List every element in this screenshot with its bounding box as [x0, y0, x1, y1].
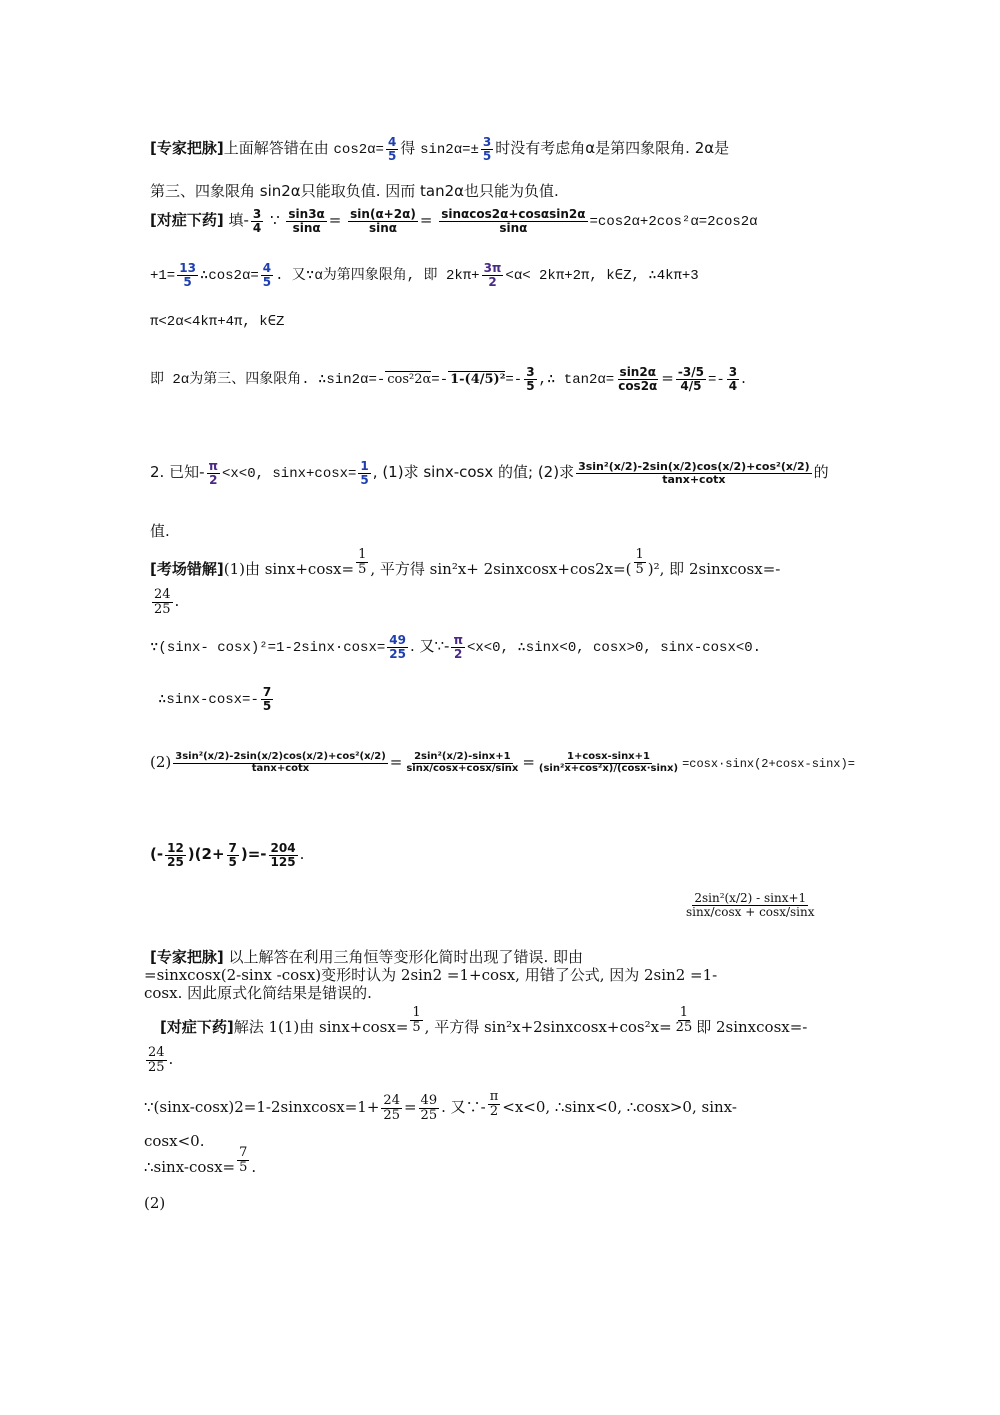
math-expr: sin2α=±	[420, 142, 479, 159]
fraction: $\frac{3}{5}$	[526, 365, 535, 393]
fraction: $\frac{7}{5}$	[228, 841, 237, 869]
fraction: $\frac{24}{25}$	[154, 587, 171, 617]
fraction: $\frac{\pi}{2}$	[208, 459, 218, 487]
text: 时没有考虑角α是第四象限角. 2α是	[495, 139, 730, 158]
wrong-solution-line1b: $\frac{24}{25}$ .	[154, 587, 180, 617]
tag-remedy: [对症下药]	[160, 1018, 234, 1037]
fraction: $\frac{49}{25}$	[389, 633, 406, 661]
expert-note-2-line3: cosx. 因此原式化简结果是错误的.	[144, 984, 372, 1002]
fraction: $\frac{\pi}{2}$	[453, 633, 463, 661]
wrong-solution-line5: (- $\frac{12}{25}$ )(2+ $\frac{7}{5}$ )=- $\frac{204}{125}$ .	[150, 841, 305, 869]
fraction: $\frac{3}{4}$	[728, 365, 738, 393]
wrong-solution-line1: [考场错解](1)由 sinx+cosx= $\frac{1}{5}$ , 平方得 sin²x+ 2sinxcosx+cos2x=( $\frac{1}{5}$ )², 即 2sinxcosx=-	[150, 547, 781, 579]
fraction: $\frac{1}{5}$	[360, 459, 369, 487]
fraction: $\frac{13}{5}$	[179, 261, 196, 289]
wrong-solution-line3: ∴sinx-cosx=- $\frac{7}{5}$	[158, 685, 272, 713]
fraction: $\frac{4}{5}$	[387, 135, 397, 163]
fraction: $\frac{204}{125}$	[270, 841, 296, 869]
fraction: $\frac{4}{5}$	[262, 261, 272, 289]
expert-note-1-line1	[150, 136, 729, 162]
fraction: $\frac{-3/5}{4/5}$	[677, 365, 704, 393]
remedy-2-line1: [对症下药]解法 1(1)由 sinx+cosx= $\frac{1}{5}$ , 平方得 sin²x+2sinxcosx+cos²x= $\frac{1}{25}$ 即 2sinxcosx=-	[160, 1005, 808, 1037]
fraction: $\frac{\text{2sin²(x/2)-sinx+1}}{\sin x/\cos x+\cos x/\sin x}$	[406, 751, 519, 774]
fraction: $\frac{3\pi}{2}$	[483, 261, 502, 289]
fraction: $\frac{1}{25}$	[675, 1005, 693, 1035]
expert-note-2-line2: =sinxcosx(2-sinx -cosx)变形时认为 2sin2 =1+cosx, 用错了公式, 因为 2sin2 =1-	[144, 966, 718, 984]
fraction: $\frac{3}{4}$	[252, 207, 262, 235]
math-expr: =cos2α+2cos²α=2cos2α	[589, 214, 758, 231]
text: 得	[400, 139, 416, 158]
remedy-2-line1b: $\frac{24}{25}$ .	[148, 1045, 174, 1075]
remedy-2-line5: (2)	[144, 1194, 166, 1212]
text: 上面解答错在由	[223, 139, 329, 158]
wrong-solution-line2: ∵(sinx- cosx)²=1-2sinx·cosx= $\frac{49}{25}$ . 又∵- $\frac{\pi}{2}$ <x<0, ∴sinx<0, cosx>0, sinx-cosx<0.	[150, 633, 762, 661]
sqrt-expr: cos²2α	[387, 372, 432, 388]
tag-wrong-solution: [考场错解]	[150, 560, 224, 579]
remedy-1-line1: [对症下药] 填- $\frac{3}{4}$ ∵ $\frac{\sin 3\alpha}{\sin\alpha}$ = $\frac{\sin(\alpha+2\alpha)}{\sin\alpha}$ = $\frac{\sin\alpha\cos 2\alpha+\cos\alpha\sin 2\alpha}{\sin\alpha}$ =cos2α+2cos²α=2cos2α	[150, 207, 758, 235]
remedy-1-line4: 即 2α为第三、四象限角. ∴sin2α=- cos²2α=- 1-(4/5)²=- $\frac{3}{5}$ ,∴ tan2α= $\frac{\sin 2\alpha}{\cos 2\alpha}$ = $\frac{-3/5}{4/5}$ =- $\frac{3}{4}$ .	[150, 365, 746, 393]
fraction: $\frac{12}{25}$	[167, 841, 184, 869]
fraction: $\frac{7}{5}$	[262, 685, 272, 713]
fraction: $\frac{1}{5}$	[358, 547, 367, 577]
fraction: $\frac{24}{25}$	[148, 1045, 165, 1075]
fraction: $\frac{\text{3sin²(x/2)-2sin(x/2)cos(x/2)+cos²(x/2)}}{\tan x+\cot x}$	[578, 460, 810, 486]
remedy-2-line4: ∴sinx-cosx= $\frac{7}{5}$ .	[144, 1145, 257, 1177]
fraction: $\frac{\text{3sin²(x/2)-2sin(x/2)cos(x/2)+cos²(x/2)}}{\tan x+\cot x}$	[175, 751, 386, 774]
expert-note-2-line1: [专家把脉] 以上解答在利用三角恒等变形化简时出现了错误. 即由	[150, 948, 584, 966]
sqrt-expr: 1-(4/5)²	[450, 372, 506, 388]
question-2-line2: 值.	[150, 522, 170, 540]
tag-expert: [专家把脉]	[150, 139, 224, 158]
fraction: $\frac{\sin 3\alpha}{\sin\alpha}$	[288, 207, 325, 235]
fraction: $\frac{1}{5}$	[412, 1005, 421, 1035]
tag-expert: [专家把脉]	[150, 948, 224, 966]
fraction: $\frac{\sin\alpha\cos 2\alpha+\cos\alpha\sin 2\alpha}{\sin\alpha}$	[441, 207, 586, 235]
question-2-line1: 2. 已知- $\frac{\pi}{2}$ <x<0, sinx+cosx= $\frac{1}{5}$ , (1)求 sinx-cosx 的值; (2)求 $\frac{\text{3sin²(x/2)-2sin(x/2)cos(x/2)+cos²(x/2)}}{\tan x+\cot x}$ 的	[150, 459, 829, 487]
fraction: $\frac{\pi}{2}$	[489, 1089, 499, 1119]
fraction: $\frac{7}{5}$	[239, 1145, 248, 1175]
remedy-2-line2: ∵(sinx-cosx)2=1-2sinxcosx=1+ $\frac{24}{25}$ = $\frac{49}{25}$ . 又∵- $\frac{\pi}{2}$ <x<0, ∴sinx<0, ∴cosx>0, sinx-	[144, 1089, 737, 1123]
fraction: $\frac{24}{25}$	[383, 1093, 400, 1123]
fraction: $\frac{49}{25}$	[420, 1093, 438, 1123]
tag-remedy: [对症下药]	[150, 211, 224, 230]
fraction: $\frac{1}{5}$	[635, 547, 644, 577]
fraction: $\frac{\sin(\alpha+2\alpha)}{\sin\alpha}$	[350, 207, 416, 235]
remedy-2-line3: cosx<0.	[144, 1132, 205, 1150]
fraction: $\frac{3}{5}$	[482, 135, 492, 163]
remedy-1-line2: +1= $\frac{13}{5}$ ∴cos2α= $\frac{4}{5}$ . 又∵α为第四象限角, 即 2kπ+ $\frac{3\pi}{2}$ <α< 2kπ+2π, k∈Z, ∴4kπ+3	[150, 261, 699, 289]
fraction: $\frac{1+\cos x-\sin x+1}{\text{(sin²x+cos²x)/(cosx·sinx)}}$	[538, 751, 679, 774]
remedy-1-line3: π<2α<4kπ+4π, k∈Z	[150, 314, 285, 330]
floating-fraction: $\frac{\text{2sin²(x/2) - sinx+1}}{\sin x/\cos x + \cos x/\sin x}$	[686, 891, 815, 919]
fraction: $\frac{\sin 2\alpha}{\cos 2\alpha}$	[618, 365, 658, 393]
wrong-solution-line4: (2) $\frac{\text{3sin²(x/2)-2sin(x/2)cos(x/2)+cos²(x/2)}}{\tan x+\cot x}$ = $\frac{\text{2sin²(x/2)-sinx+1}}{\sin x/\cos x+\cos x/\sin x}$ = $\frac{1+\cos x-\sin x+1}{\text{(sin²x+cos²x)/(cosx·sinx)}}$ =cosx·sinx(2+cosx-sinx)=	[150, 751, 855, 774]
because-symbol: ∵	[270, 211, 280, 230]
expert-note-1-line2: 第三、四象限角 sin2α只能取负值. 因而 tan2α也只能为负值.	[150, 182, 559, 200]
text: 填-	[228, 211, 249, 230]
math-expr: cos2α=	[333, 142, 384, 159]
